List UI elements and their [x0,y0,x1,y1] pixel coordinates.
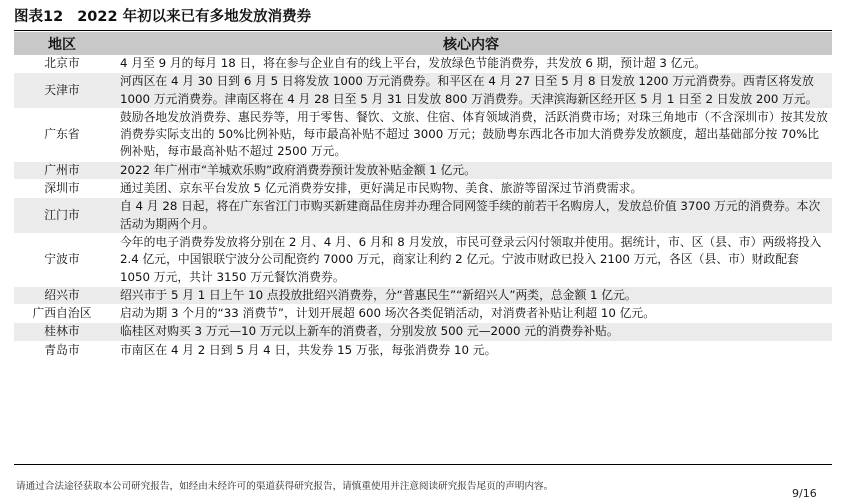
table-row [14,73,832,109]
table-header-row [14,32,832,55]
region-cell: 广西自治区 [32,306,92,321]
figure-caption: 2022 年初以来已有多地发放消费券 [77,9,312,25]
table-row [14,341,832,359]
region-cell: 宁波市 [44,252,80,267]
table-row [14,233,832,286]
content-cell: 今年的电子消费券发放将分别在 2 月、4 月、6 月和 8 月发放，市民可登录云闪付领取并使用。据统计，市、区（县、市）两级将投入 2.4 亿元，中国银联宁波分公司配资约 7000 万元，商家让利约 2 亿元。宁波市财政已投入 2100 万元，各区（县、市）财政配套 1050 万元，共计 3150 万元餐饮消费券。 [120,234,822,284]
figure-title [14,4,832,31]
content-cell: 2022 年广州市“羊城欢乐购”政府消费券预计发放补贴金额 1 亿元。 [110,161,832,179]
table-row [14,198,832,234]
table-row [14,55,832,73]
region-cell: 桂林市 [14,323,110,341]
content-cell: 河西区在 4 月 30 日到 6 月 5 日将发放 1000 万元消费券。和平区在 4 月 27 日至 5 月 8 日发放 1200 万元消费券。西青区将发放 1000 万元消费券。津南区将在 4 月 28 日至 5 月 31 日发放 800 万消费券。天津滨海新区经开区 5 月 1 日至 2 日发放 200 万元。 [110,73,832,109]
region-cell: 广东省 [44,127,80,142]
table-bottom-rule [14,464,832,465]
region-cell: 广州市 [14,161,110,179]
region-cell: 江门市 [14,198,110,234]
content-cell: 通过美团、京东平台发放 5 亿元消费券安排，更好满足市民购物、美食、旅游等留深过节消费需求。 [120,181,643,196]
region-cell: 北京市 [44,56,80,70]
policy-table [14,32,832,360]
content-cell: 4 月至 9 月的每月 18 日，将在参与企业自有的线上平台，发放绿色节能消费券，共发放 6 期，预计超 3 亿元。 [120,56,707,70]
region-cell: 深圳市 [44,181,80,196]
content-cell: 临桂区对购买 3 万元—10 万元以上新车的消费者，分别发放 500 元—2000 元的消费券补贴。 [110,323,832,341]
table-row [14,161,832,179]
region-cell: 绍兴市 [14,286,110,304]
figure-label: 图表12 [14,9,64,25]
table-row [14,180,832,198]
region-cell: 天津市 [14,73,110,109]
header-region: 地区 [14,32,110,55]
content-cell: 自 4 月 28 日起，将在广东省江门市购买新建商品住房并办理合同网签手续的前若干名购房人，发放总价值 3700 万元的消费券。本次活动为期两个月。 [110,198,832,234]
content-cell: 启动为期 3 个月的“33 消费节”，计划开展超 600 场次各类促销活动，对消费者补贴让利超 10 亿元。 [120,306,656,321]
table-row [14,286,832,304]
region-cell: 青岛市 [44,342,80,357]
content-cell: 鼓励各地发放消费券、惠民券等，用于零售、餐饮、文旅、住宿、体育领域消费，活跃消费市场；对珠三角地市（不含深圳市）按其发放消费券实际支出的 50%比例补贴，每市最高补贴不超过 3000 万元；鼓励粤东西北各市加大消费券发放额度，超出基础部分按 70%比例补贴，每市最高补贴不超过 2500 万元。 [120,109,828,159]
page-number: 9/16 [792,487,817,500]
table-row [14,323,832,341]
content-cell: 绍兴市于 5 月 1 日上午 10 点投放批绍兴消费券，分“普惠民生”“新绍兴人”两类，总金额 1 亿元。 [110,286,832,304]
table-row [14,305,832,323]
disclaimer-text: 请通过合法途径获取本公司研究报告，如经由未经许可的渠道获得研究报告，请慎重使用并注意阅读研究报告尾页的声明内容。 [16,481,554,492]
table-row [14,108,832,161]
content-cell: 市南区在 4 月 2 日到 5 月 4 日，共发券 15 万张，每张消费券 10 元。 [120,342,497,357]
header-content: 核心内容 [110,32,832,55]
